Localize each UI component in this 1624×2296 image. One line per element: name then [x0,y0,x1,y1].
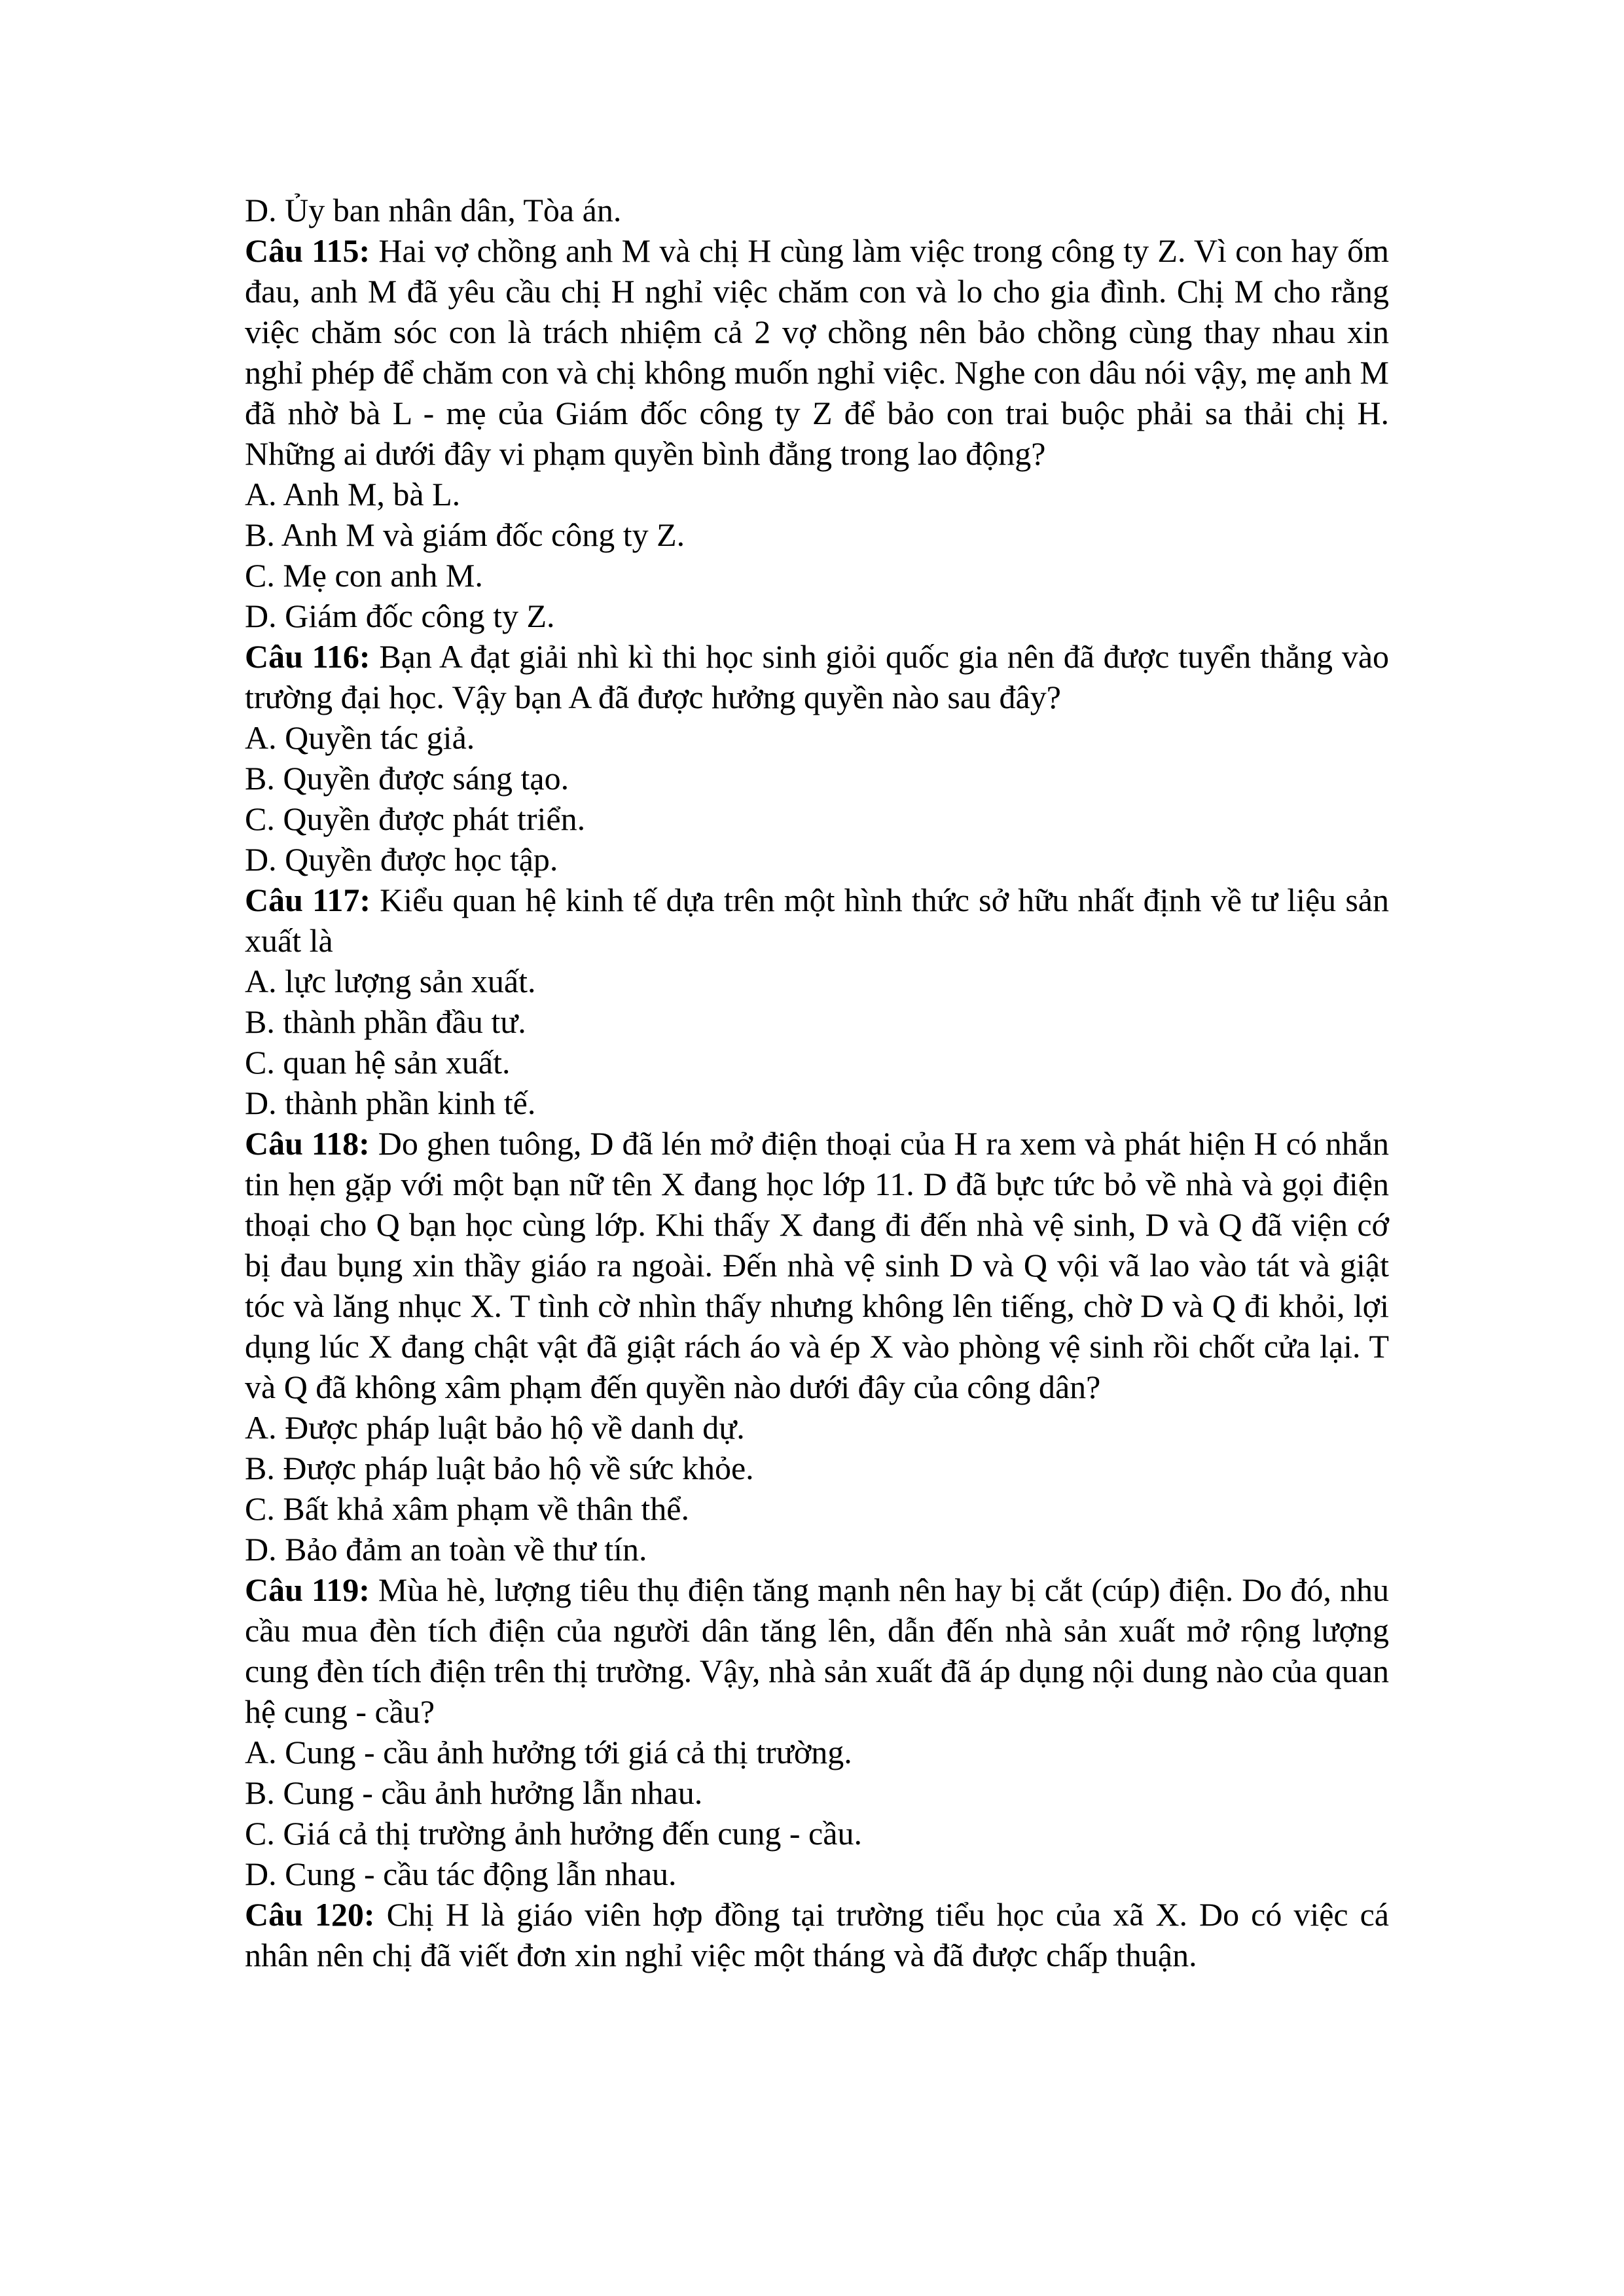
option-a: A. Cung - cầu ảnh hưởng tới giá cả thị trường. [245,1734,852,1770]
question-body: Bạn A đạt giải nhì kì thi học sinh giỏi quốc gia nên đã được tuyển thẳng vào trường đại học. Vậy bạn A đã được hưởng quyền nào sau đây? [245,638,1390,715]
question-118 [245,1123,1389,1570]
question-text [245,1894,1389,1975]
option-c: C. quan hệ sản xuất. [245,1044,511,1081]
question-115 [245,230,1389,636]
question-119 [245,1570,1389,1894]
option-b: B. Quyền được sáng tạo. [245,760,569,797]
option-c: C. Quyền được phát triển. [245,800,586,837]
question-text [245,1123,1389,1407]
option-b: B. Được pháp luật bảo hộ về sức khỏe. [245,1450,754,1486]
question-text [245,1570,1389,1732]
question-label: Câu 119: [245,1571,370,1608]
option-d: D. Quyền được học tập. [245,841,558,878]
question-120 [245,1894,1389,1975]
question-body: Do ghen tuông, D đã lén mở điện thoại của H ra xem và phát hiện H có nhắn tin hẹn gặp với một bạn nữ tên X đang học lớp 11. D đã bực tức bỏ về nhà và gọi điện thoại cho Q bạn học cùng lớp. Khi thấy X đang đi đến nhà vệ sinh, D và Q đã viện cớ bị đau bụng xin thầy giáo ra ngoài. Đến nhà vệ sinh D và Q vội vã lao vào tát và giật tóc và lăng nhục X. T tình cờ nhìn thấy nhưng không lên tiếng, chờ D và Q đi khỏi, lợi dụng lúc X đang chật vật đã giật rách áo và ép X vào phòng vệ sinh rồi chốt cửa lại. T và Q đã không xâm phạm đến quyền nào dưới đây của công dân? [245,1125,1389,1405]
question-label: Câu 117: [245,882,370,918]
option-c: C. Bất khả xâm phạm về thân thể. [245,1490,690,1527]
option-d: D. Cung - cầu tác động lẫn nhau. [245,1856,677,1892]
option-b: B. Anh M và giám đốc công ty Z. [245,516,685,553]
option-d: D. Bảo đảm an toàn về thư tín. [245,1531,647,1568]
option-c: C. Giá cả thị trường ảnh hưởng đến cung - cầu. [245,1815,862,1852]
question-body: Mùa hè, lượng tiêu thụ điện tăng mạnh nên hay bị cắt (cúp) điện. Do đó, nhu cầu mua đèn tích điện của người dân tăng lên, dẫn đến nhà sản xuất mở rộng lượng cung đèn tích điện trên thị trường. Vậy, nhà sản xuất đã áp dụng nội dung nào của quan hệ cung - cầu? [245,1571,1389,1730]
question-label: Câu 115: [245,232,370,269]
option-a: A. lực lượng sản xuất. [245,963,536,999]
option-a: A. Anh M, bà L. [245,476,461,512]
question-text [245,636,1389,717]
question-body: Kiểu quan hệ kinh tế dựa trên một hình thức sở hữu nhất định về tư liệu sản xuất là [245,882,1389,959]
option-a: A. Quyền tác giả. [245,719,475,756]
question-text [245,230,1389,474]
question-body: Hai vợ chồng anh M và chị H cùng làm việc trong công ty Z. Vì con hay ốm đau, anh M đã yêu cầu chị H nghỉ việc chăm con và lo cho gia đình. Chị M cho rằng việc chăm sóc con là trách nhiệm cả 2 vợ chồng nên bảo chồng cùng thay nhau xin nghỉ phép để chăm con và chị không muốn nghỉ việc. Nghe con dâu nói vậy, mẹ anh M đã nhờ bà L - mẹ của Giám đốc công ty Z để bảo con trai buộc phải sa thải chị H. Những ai dưới đây vi phạm quyền bình đẳng trong lao động? [245,232,1389,472]
option-c: C. Mẹ con anh M. [245,557,483,594]
question-label: Câu 116: [245,638,370,675]
question-116 [245,636,1389,880]
question-text [245,880,1389,961]
question-label: Câu 120: [245,1896,375,1933]
question-body: Chị H là giáo viên hợp đồng tại trường tiểu học của xã X. Do có việc cá nhân nên chị đã viết đơn xin nghỉ việc một tháng và đã được chấp thuận. [245,1896,1389,1973]
option-d: D. Giám đốc công ty Z. [245,598,555,634]
option-b: B. thành phần đầu tư. [245,1003,526,1040]
question-label: Câu 118: [245,1125,370,1162]
option-a: A. Được pháp luật bảo hộ về danh dự. [245,1409,745,1446]
option-d: D. thành phần kinh tế. [245,1085,536,1121]
question-117 [245,880,1389,1123]
exam-page [245,190,1389,1975]
option-b: B. Cung - cầu ảnh hưởng lẫn nhau. [245,1774,703,1811]
lead-option: D. Ủy ban nhân dân, Tòa án. [245,192,622,228]
